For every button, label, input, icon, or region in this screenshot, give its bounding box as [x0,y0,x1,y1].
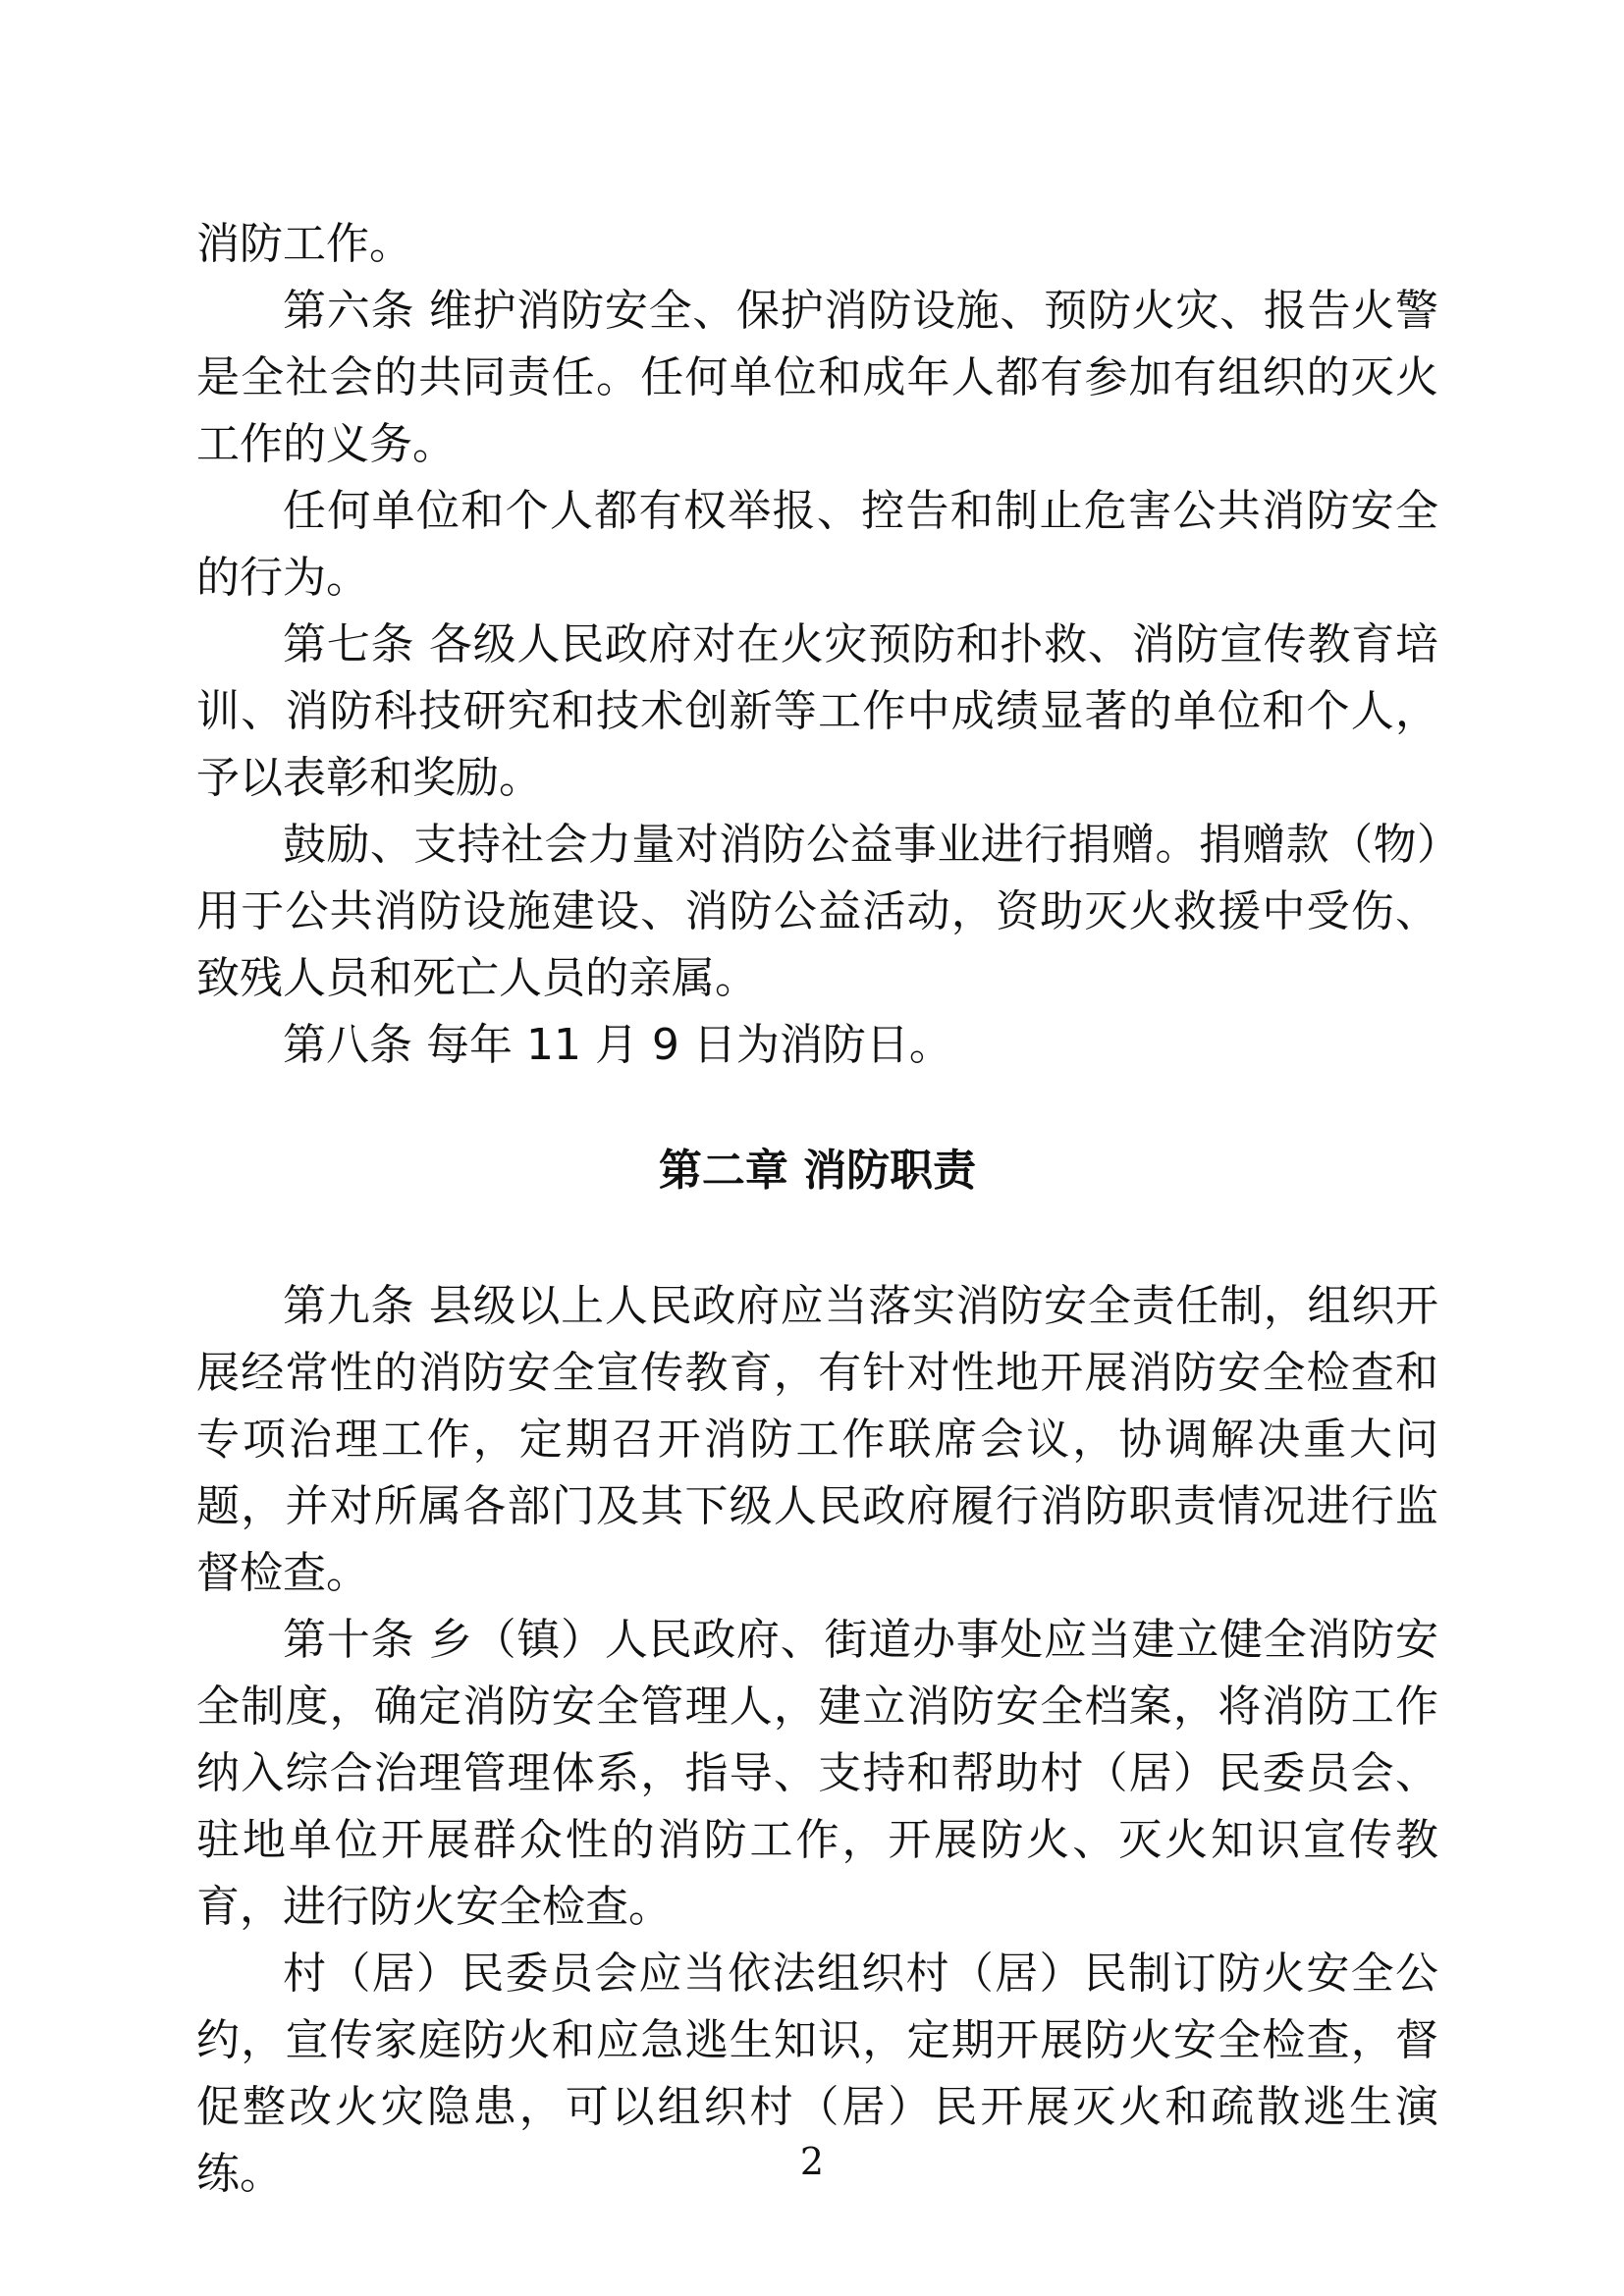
section-after-chapter [196,1273,1438,2208]
article-10-paragraph: 第十条 乡（镇）人民政府、街道办事处应当建立健全消防安全制度，确定消防安全管理人，建立消防安全档案，将消防工作纳入综合治理管理体系，指导、支持和帮助村（居）民委员会、驻地单位开展群众性的消防工作，开展防火、灭火知识宣传教育，进行防火安全检查。 [196,1615,1438,1932]
chapter-title: 第二章 消防职责 [658,1146,977,1196]
page-number: 2 [799,2140,825,2183]
section-before-chapter [196,211,1438,1079]
article-7-paragraph: 第七条 各级人民政府对在火灾预防和扑救、消防宣传教育培训、消防科技研究和技术创新等工作中成绩显著的单位和个人，予以表彰和奖励。 [196,619,1438,803]
article-9-paragraph: 第九条 县级以上人民政府应当落实消防安全责任制，组织开展经常性的消防安全宣传教育，有针对性地开展消防安全检查和专项治理工作，定期召开消防工作联席会议，协调解决重大问题，并对所属各部门及其下级人民政府履行消防职责情况进行监督检查。 [196,1281,1438,1598]
document-body [196,211,1438,2208]
paragraph-continuation: 消防工作。 [196,219,412,269]
article-10-paragraph-2: 村（居）民委员会应当依法组织村（居）民制订防火安全公约，宣传家庭防火和应急逃生知识，定期开展防火安全检查，督促整改火灾隐患，可以组织村（居）民开展灭火和疏散逃生演练。 [196,1949,1438,2199]
article-6-paragraph-2: 任何单位和个人都有权举报、控告和制止危害公共消防安全的行为。 [196,486,1438,603]
article-7-paragraph-2: 鼓励、支持社会力量对消防公益事业进行捐赠。捐赠款（物）用于公共消防设施建设、消防公益活动，资助灭火救援中受伤、致残人员和死亡人员的亲属。 [196,820,1438,1003]
article-8-paragraph: 第八条 每年 11 月 9 日为消防日。 [283,1020,952,1070]
article-6-paragraph: 第六条 维护消防安全、保护消防设施、预防火灾、报告火警是全社会的共同责任。任何单位和成年人都有参加有组织的灭火工作的义务。 [196,286,1438,469]
